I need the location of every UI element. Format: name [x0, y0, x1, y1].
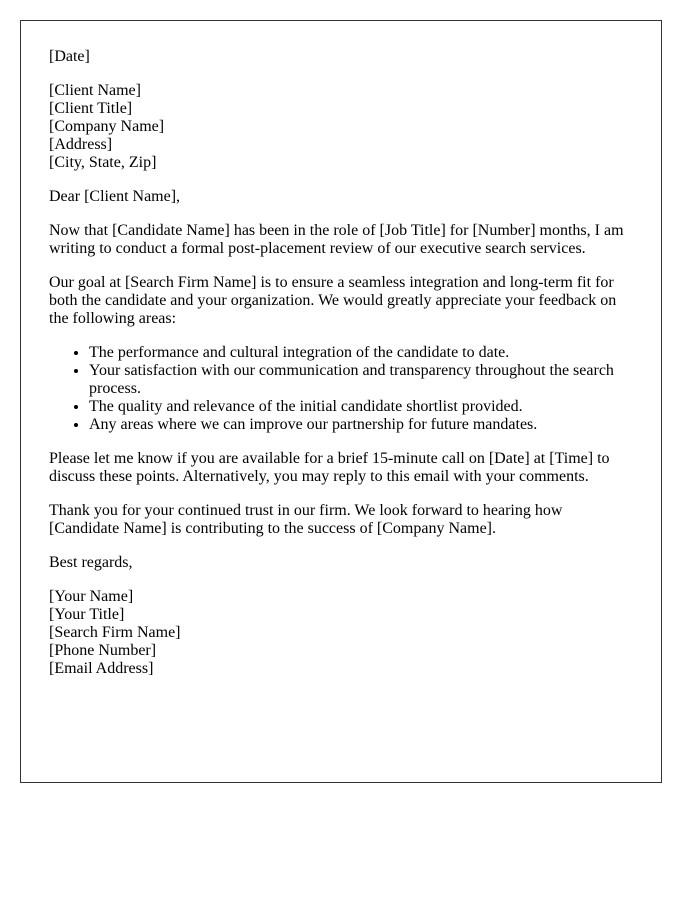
paragraph-thanks: Thank you for your continued trust in our firm. We look forward to hearing how [Candidate Name] is contributing to the success of [Company Name].	[49, 502, 563, 537]
recipient-street: [Address]	[49, 136, 113, 153]
signature-title: [Your Title]	[49, 606, 125, 623]
recipient-address	[49, 82, 633, 172]
signature	[49, 588, 633, 678]
closing: Best regards,	[49, 554, 133, 571]
paragraph-call: Please let me know if you are available for a brief 15-minute call on [Date] at [Time] to discuss these points. Alternatively, you may reply to this email with your comments.	[49, 450, 610, 485]
recipient-company: [Company Name]	[49, 118, 165, 135]
date: [Date]	[49, 48, 90, 65]
feedback-list	[49, 344, 633, 434]
recipient-city: [City, State, Zip]	[49, 154, 157, 171]
list-item: • The performance and cultural integration of the candidate to date.	[89, 344, 633, 362]
salutation: Dear [Client Name],	[49, 188, 181, 205]
letter	[20, 20, 662, 783]
signature-name: [Your Name]	[49, 588, 134, 605]
paragraph-goal: Our goal at [Search Firm Name] is to ensure a seamless integration and long-term fit for both the candidate and your organization. We would greatly appreciate your feedback on the following areas:	[49, 274, 617, 327]
list-item: • Your satisfaction with our communication and transparency throughout the search process.	[89, 362, 633, 398]
recipient-title: [Client Title]	[49, 100, 133, 117]
recipient-name: [Client Name]	[49, 82, 141, 99]
signature-phone: [Phone Number]	[49, 642, 157, 659]
signature-email: [Email Address]	[49, 660, 154, 677]
signature-firm: [Search Firm Name]	[49, 624, 181, 641]
paragraph-intro: Now that [Candidate Name] has been in the role of [Job Title] for [Number] months, I am writing to conduct a formal post-placement review of our executive search services.	[49, 222, 624, 257]
list-item: • The quality and relevance of the initial candidate shortlist provided.	[89, 398, 633, 416]
list-item: • Any areas where we can improve our partnership for future mandates.	[89, 416, 633, 434]
